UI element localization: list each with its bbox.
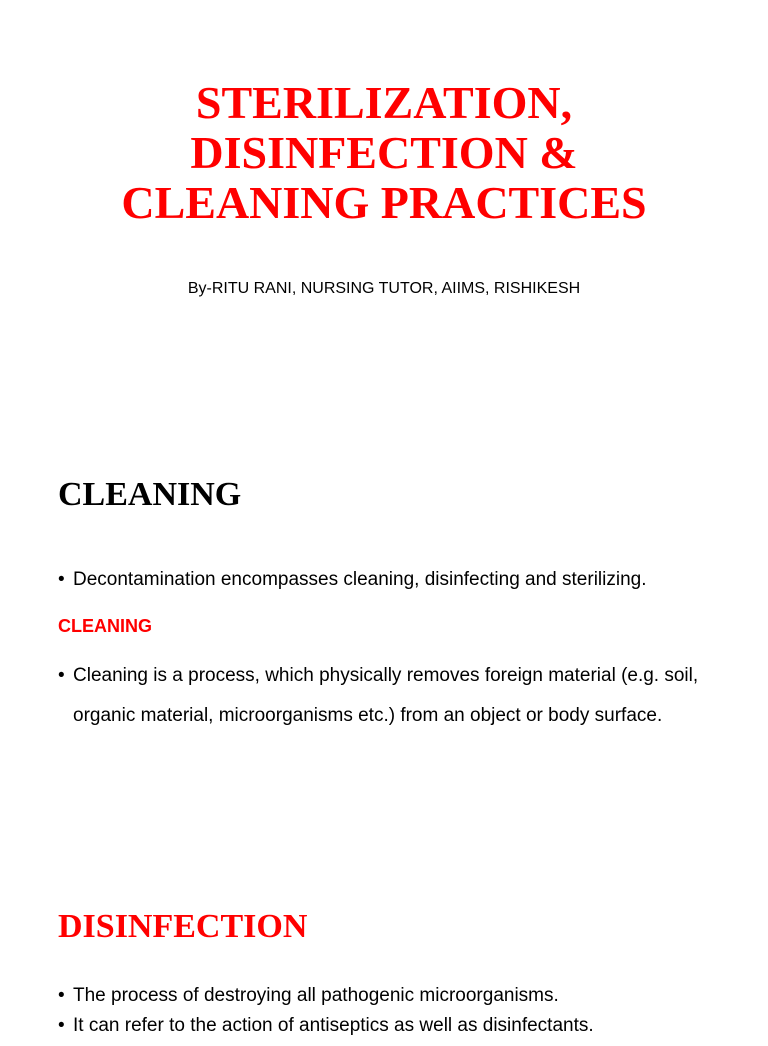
bullet-dot-icon: • [58,569,65,590]
bullet-dot-icon: • [58,665,65,686]
bullet-text: Cleaning is a process, which physically removes foreign material (e.g. soil, organic material, microorganisms etc.) from an object or body surface. [73,665,699,726]
title-line-2: DISINFECTION & [190,127,578,178]
bullet-decontamination [58,560,718,600]
bullet-text: Decontamination encompasses cleaning, disinfecting and sterilizing. [73,569,647,590]
bullet-dot-icon: • [58,985,65,1006]
disinfection-slide [0,864,768,1036]
title-line-1: STERILIZATION, [195,77,573,128]
disinfection-heading: DISINFECTION [58,908,308,945]
bullet-cleaning-definition [58,656,718,736]
author-subtitle: By-RITU RANI, NURSING TUTOR, AIIMS, RISHIKESH [187,280,581,297]
title-line-3: CLEANING PRACTICES [121,177,647,228]
bullet-antiseptics [58,1006,718,1046]
title-slide [0,0,768,432]
cleaning-slide [0,432,768,864]
cleaning-heading: CLEANING [58,476,242,513]
bullet-dot-icon: • [58,1015,65,1036]
bullet-text: The process of destroying all pathogenic microorganisms. [73,985,559,1006]
bullet-text: It can refer to the action of antiseptics as well as disinfectants. [73,1015,594,1036]
slide-title [0,78,768,228]
cleaning-sublabel: CLEANING [58,616,152,636]
